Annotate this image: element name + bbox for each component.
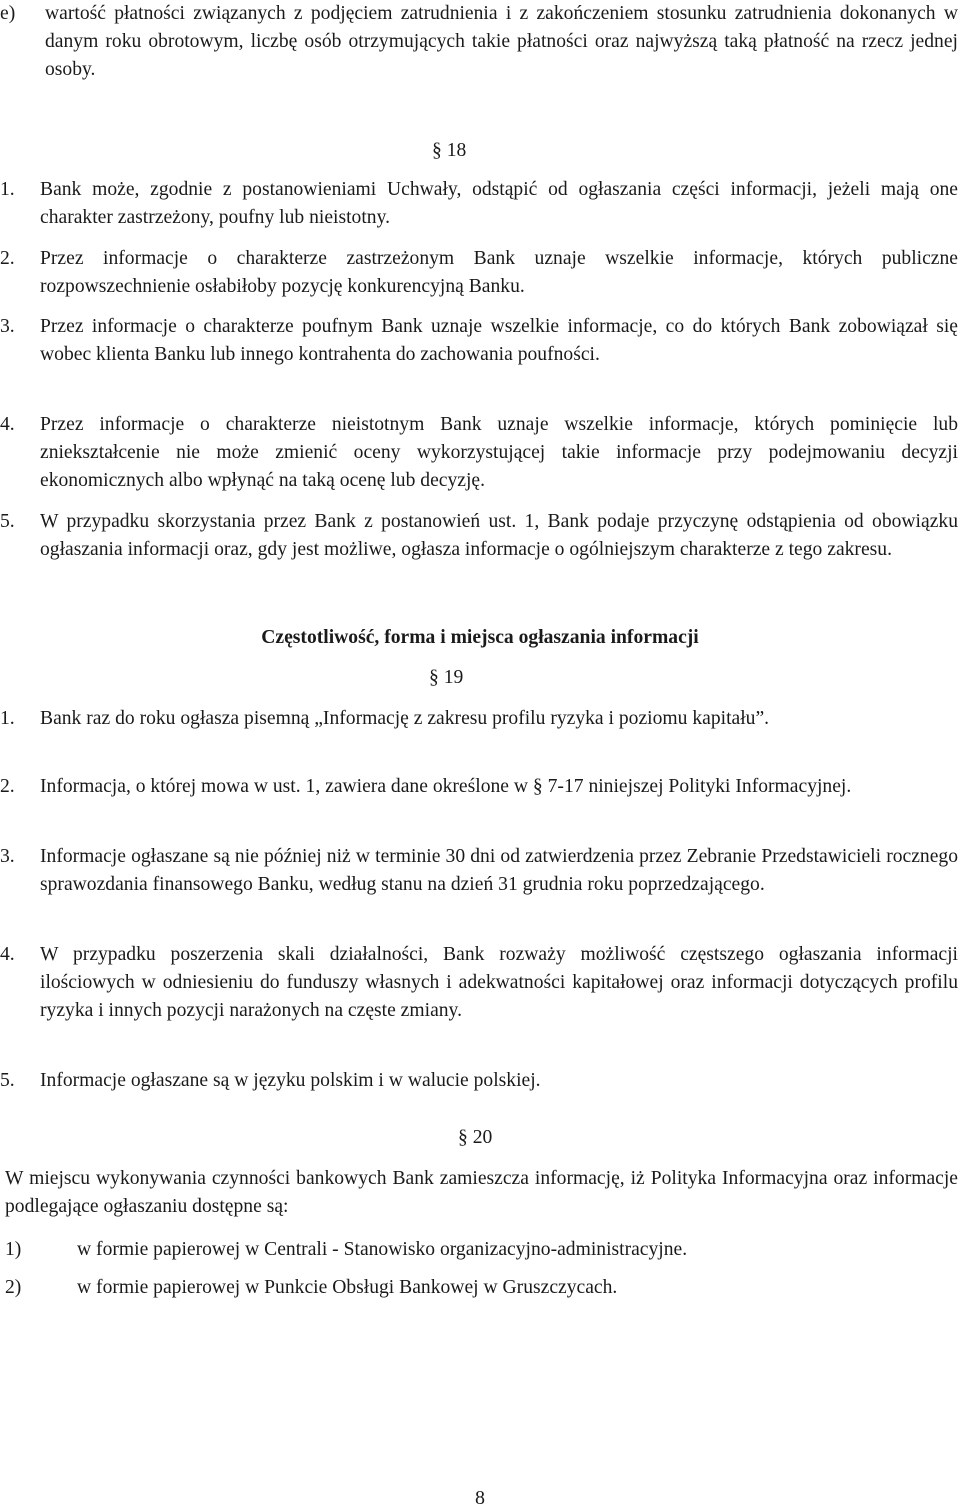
section-19-item-5 [0,1067,958,1095]
item-marker: 1) [5,1239,22,1260]
item-marker: 2. [0,776,15,797]
section-18-item-1 [0,176,958,232]
section-20-item-1 [0,1236,958,1264]
item-text: w formie papierowej w Centrali - Stanowisko organizacyjno-administracyjne. [77,1239,688,1260]
item-text: Przez informacje o charakterze zastrzeżonym Bank uznaje wszelkie informacje, których publiczne rozpowszechnienie osłabiłoby pozycję konkurencyjną Banku. [40,248,958,297]
item-marker: e) [0,3,16,24]
item-marker: 2. [0,248,15,269]
list-item-e [0,0,958,84]
item-marker: 1. [0,179,15,200]
item-text: Informacja, o której mowa w ust. 1, zawiera dane określone w § 7-17 niniejszej Polityki Informacyjnej. [40,776,852,797]
section-19-item-4 [0,941,958,1025]
page-number: 8 [475,1487,485,1509]
item-text: Informacje ogłaszane są nie później niż w terminie 30 dni od zatwierdzenia przez Zebranie Przedstawicieli rocznego sprawozdania finansowego Banku, według stanu na dzień 31 grudnia roku poprzedzającego. [40,846,958,895]
item-text: Informacje ogłaszane są w języku polskim i w walucie polskiej. [40,1070,541,1091]
section-18-title: § 18 [432,140,467,161]
item-marker: 1. [0,708,15,729]
item-text: W przypadku skorzystania przez Bank z postanowień ust. 1, Bank podaje przyczynę odstąpienia od obowiązku ogłaszania informacji oraz, gdy jest możliwe, ogłasza informacje o ogólniejszym charakterze z tego zakresu. [40,511,958,560]
section-20-item-2 [0,1274,958,1302]
item-text: w formie papierowej w Punkcie Obsługi Bankowej w Gruszczycach. [77,1277,618,1298]
item-text: wartość płatności związanych z podjęciem zatrudnienia i z zakończeniem stosunku zatrudnienia dokonanych w danym roku obrotowym, liczbę osób otrzymujących takie płatności oraz najwyższą taką płatność na rzecz jednej osoby. [45,3,958,80]
item-text: Bank może, zgodnie z postanowieniami Uchwały, odstąpić od ogłaszania części informacji, jeżeli mają one charakter zastrzeżony, poufny lub nieistotny. [40,179,958,228]
item-marker: 5. [0,1070,15,1091]
section-18-item-5 [0,508,958,564]
item-marker: 4. [0,944,15,965]
item-text: Przez informacje o charakterze poufnym Bank uznaje wszelkie informacje, co do których Bank zobowiązał się wobec klienta Banku lub innego kontrahenta do zachowania poufności. [40,316,958,365]
item-text: Przez informacje o charakterze nieistotnym Bank uznaje wszelkie informacje, których pominięcie lub zniekształcenie nie może zmienić oceny wykorzystującej takie informacje przy podejmowaniu decyzji ekonomicznych albo wpłynąć na taką ocenę lub decyzję. [40,414,958,491]
item-marker: 2) [5,1277,22,1298]
item-text: Bank raz do roku ogłasza pisemną „Informację z zakresu profilu ryzyka i poziomu kapitału”. [40,708,770,729]
section-heading: Częstotliwość, forma i miejsca ogłaszania informacji [261,627,699,648]
item-marker: 3. [0,846,15,867]
section-19-item-1 [0,705,958,733]
section-18-item-2 [0,245,958,301]
section-19-title: § 19 [429,667,464,688]
section-19-item-3 [0,843,958,899]
section-19-item-2 [0,773,958,801]
section-20-paragraph: W miejscu wykonywania czynności bankowych Bank zamieszcza informację, iż Polityka Informacyjna oraz informacje podlegające ogłaszaniu dostępne są: [5,1168,958,1217]
item-marker: 4. [0,414,15,435]
item-marker: 5. [0,511,15,532]
section-18-item-4 [0,411,958,495]
section-20-title: § 20 [458,1127,493,1148]
section-18-item-3 [0,313,958,369]
item-text: W przypadku poszerzenia skali działalności, Bank rozważy możliwość częstszego ogłaszania informacji ilościowych w odniesieniu do funduszy własnych i adekwatności kapitałowej oraz informacji dotyczących profilu ryzyka i innych pozycji narażonych na częste zmiany. [40,944,958,1021]
item-marker: 3. [0,316,15,337]
